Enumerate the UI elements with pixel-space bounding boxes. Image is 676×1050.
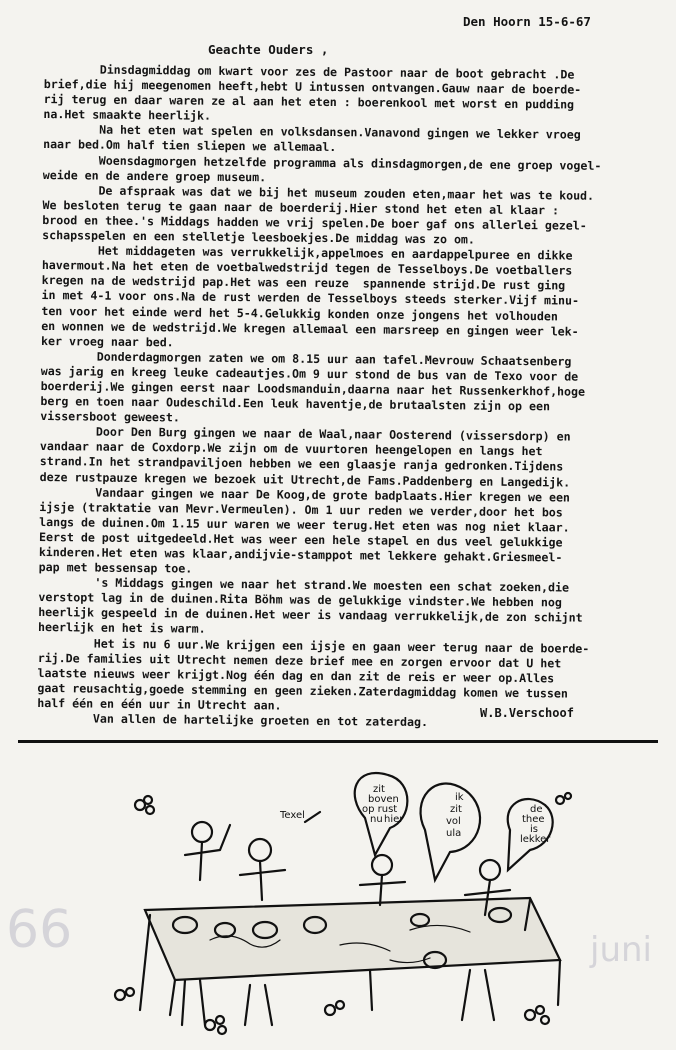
child-drawing (90, 770, 590, 1040)
bubble-3-line-4: lekker (520, 834, 551, 845)
letter-line: Door Den Burg gingen we naar de Waal,naar Oosterend (vissersdorp) en (40, 424, 571, 444)
watermark-word: juni (590, 930, 652, 970)
letter-line: De afspraak was dat we bij het museum zouden eten,maar het was te koud. (42, 182, 595, 203)
letter-line: heerlijk en het is warm. (38, 620, 206, 637)
letter-line: Vandaar gingen we naar De Koog,de grote badplaats.Hier kregen we een (39, 484, 571, 505)
letter-line: We besloten terug te gaan naar de boerderij.Hier stond het eten al klaar : (42, 197, 560, 218)
letter-line: naar bed.Om half tien sliepen we allemaal. (43, 137, 337, 155)
bubble-3-line-3: is (530, 824, 538, 835)
letter-body (37, 62, 644, 732)
letter-line: ten voor het einde werd het 5-4.Gelukkig konden onze jongens het volhouden (41, 303, 558, 323)
salutation: Geachte Ouders , (208, 42, 329, 57)
bubble-3-line-1: de (530, 804, 543, 815)
letter-line: boerderij.We gingen eerst naar Loodsmanduin,daarna naar het Russenkerkhof,hoge (40, 378, 586, 399)
letter-line: na.Het smaakte heerlijk. (43, 107, 212, 124)
watermark-number: 66 (6, 900, 73, 960)
letter-line: vissersboot geweest. (40, 409, 180, 425)
letter-line: in met 4-1 voor ons.Na de rust werden de Tesselboys steeds sterker.Vijf minu- (41, 288, 580, 309)
letter-line: was jarig en kreeg leuke cadeautjes.Om 9 uur stond de bus van de Texo voor de (40, 363, 579, 384)
letter-line: pap met bessensap toe. (38, 560, 193, 576)
letter-line: Het is nu 6 uur.We krijgen een ijsje en gaan weer terug naar de boerde- (37, 635, 590, 656)
letter-line: Van allen de hartelijke groeten en tot zaterdag. (37, 710, 429, 730)
bubble-2-line-3: vol (446, 816, 461, 827)
bubble-1-line-1: zit (373, 784, 385, 795)
bubble-1-line-5: hier (384, 814, 404, 825)
letter-line: Woensdagmorgen hetzelfde programma als dinsdagmorgen,de ene groep vogel- (42, 152, 602, 173)
bubble-2-line-1: ik (455, 792, 464, 803)
letter-line: havermout.Na het eten de voetbalwedstrijd tegen de Tesselboys.De voetballers (41, 258, 573, 278)
letter-line: weide en de andere groep museum. (42, 167, 267, 184)
letter-line: Donderdagmorgen zaten we om 8.15 uur aan tafel.Mevrouw Schaatsenberg (40, 348, 572, 369)
divider-line (18, 740, 658, 743)
letter-date: Den Hoorn 15-6-67 (463, 14, 591, 29)
letter-line: Het middageten was verrukkelijk,appelmoes en aardappelpuree en dikke (41, 243, 573, 263)
letter-line: brood en thee.'s Middags hadden we vrij spelen.De boer gaf ons allerlei gezel- (42, 212, 587, 233)
letter-line: heerlijk gespeeld in de duinen.Het weer is vandaag verrukkelijk,de zon schijnt (38, 605, 583, 626)
letter-line: half één en één uur in Utrecht aan. (37, 695, 282, 713)
letter-line: ker vroeg naar bed. (41, 333, 174, 350)
letter-line: deze rustpauze kregen we bezoek uit Utrecht,de Fams.Paddenberg en Langedijk. (39, 469, 571, 490)
letter-line: laatste nieuws weer krijgt.Nog één dag en dan zit de reis er weer op.Alles (37, 665, 555, 686)
letter-line: en wonnen we de wedstrijd.We kregen allemaal een marsreep en gingen weer lek- (41, 318, 579, 339)
bubble-1-line-2: boven (368, 794, 399, 805)
bubble-1-line-3: op rust (362, 804, 398, 815)
letter-line: Na het eten wat spelen en volksdansen.Vanavond gingen we lekker vroeg (43, 122, 581, 142)
bubble-1-line-4: nu (370, 814, 383, 825)
letter-line: rij.De families uit Utrecht nemen deze brief mee en zorgen ervoor dat U het (37, 650, 562, 671)
child-head (372, 855, 392, 875)
letter-line: kinderen.Het eten was klaar,andijvie-stamppot met lekkere gehakt.Griesmeel- (38, 544, 563, 565)
letter-line: ijsje (traktatie van Mevr.Vermeulen). Om 1 uur reden we verder,door het bos (39, 499, 563, 520)
letter-line: kregen na de wedstrijd pap.Het was een reuze spannende strijd.De rust ging (41, 273, 566, 293)
letter-line: verstopt lag in de duinen.Rita Böhm was de gelukkige vindster.We hebben nog (38, 590, 562, 610)
letter-line: berg en toen naar Oudeschild.Een leuk haventje,de brutaalsten zijn op een (40, 394, 551, 414)
letter-line: schapsspelen en een stelletje leesboekjes.De middag was zo om. (42, 228, 476, 247)
texel-label: Texel (280, 810, 305, 821)
letter-line: brief,die hij meegenomen heeft,hebt U intussen ontvangen.Gauw naar de boerde- (43, 77, 582, 97)
child-head (249, 839, 271, 861)
letter-line: strand.In het strandpaviljoen hebben we een glaasje ranja gedronken.Tijdens (39, 454, 564, 474)
signature: W.B.Verschoof (480, 706, 574, 720)
child-head (192, 822, 212, 842)
letter-line: 's Middags gingen we naar het strand.We moesten een schat zoeken,die (38, 575, 570, 595)
letter-line: Eerst de post uitgedeeld.Het was weer een hele stapel en dus veel gelukkige (38, 529, 563, 550)
letter-line: rij terug en daar waren ze al aan het eten : boerenkool met worst en pudding (43, 92, 575, 112)
table (145, 898, 560, 980)
letter-line: gaat reusachtig,goede stemming en geen zieken.Zaterdagmiddag komen we tussen (37, 680, 568, 701)
bubble-2-line-2: zit (450, 804, 462, 815)
letter-line: vandaar naar de Coxdorp.We zijn om de vuurtoren heengelopen en langs het (39, 439, 543, 459)
letter-line: langs de duinen.Om 1.15 uur waren we weer terug.Het eten was nog niet klaar. (39, 514, 570, 535)
child-head (480, 860, 500, 880)
letter-line: Dinsdagmiddag om kwart voor zes de Pastoor naar de boot gebracht .De (43, 62, 575, 82)
bubble-3-line-2: thee (522, 814, 545, 825)
bubble-2-line-4: ula (446, 828, 462, 839)
